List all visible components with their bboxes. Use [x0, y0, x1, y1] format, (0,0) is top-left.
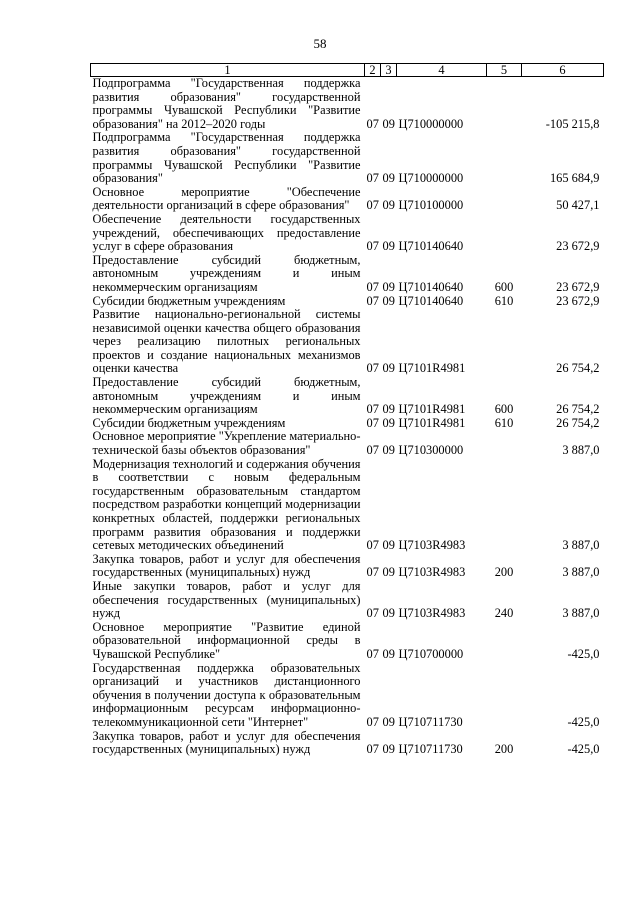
- row-name: Субсидии бюджетным учреждениям: [92, 293, 286, 308]
- budget-table: [90, 63, 604, 757]
- row-amount: -425,0: [567, 742, 600, 757]
- table-row: [91, 458, 604, 553]
- table-row: [91, 213, 604, 254]
- row-name: Развитие национально-региональной системы независимой оценки качества общего образования через реализацию пилотных региональных проектов и создание национальных механизмов оценки качества: [92, 307, 361, 376]
- row-name: Закупка товаров, работ и услуг для обеспечения государственных (муниципальных) нужд: [92, 551, 361, 580]
- header-col-4: 4: [397, 64, 487, 77]
- table-row: [91, 308, 604, 376]
- row-subsection: 09: [382, 116, 395, 131]
- row-amount: 23 672,9: [556, 279, 600, 294]
- row-section: 07: [366, 198, 379, 213]
- row-section: 07: [366, 239, 379, 254]
- table-row: [91, 621, 604, 662]
- row-subsection: 09: [382, 565, 395, 580]
- row-subsection: 09: [382, 402, 395, 417]
- page-number: 58: [313, 36, 327, 51]
- table-row: [91, 662, 604, 730]
- row-name: Основное мероприятие "Развитие единой образовательной информационной среды в Чувашской Республике": [92, 619, 361, 661]
- row-section: 07: [366, 361, 379, 376]
- row-subsection: 09: [382, 361, 395, 376]
- row-section: 07: [366, 538, 379, 553]
- row-target-code: Ц7103R4983: [398, 606, 466, 621]
- header-col-2: 2: [365, 64, 381, 77]
- row-target-code: Ц710000000: [398, 116, 464, 131]
- row-subsection: 09: [382, 415, 395, 430]
- row-section: 07: [366, 443, 379, 458]
- row-target-code: Ц7103R4983: [398, 565, 466, 580]
- row-expense-type: 240: [494, 606, 514, 621]
- row-expense-type: 200: [494, 565, 514, 580]
- row-name: Предоставление субсидий бюджетным, автономным учреждениям и иным некоммерческим организациям: [92, 252, 361, 294]
- row-expense-type: 610: [494, 293, 514, 308]
- table-row: [91, 730, 604, 757]
- row-amount: -425,0: [567, 714, 600, 729]
- row-expense-type: 610: [494, 415, 514, 430]
- row-name: Иные закупки товаров, работ и услуг для обеспечения государственных (муниципальных) нужд: [92, 578, 361, 621]
- row-subsection: 09: [382, 239, 395, 254]
- table-row: [91, 580, 604, 621]
- row-expense-type: 600: [494, 279, 514, 294]
- row-expense-type: 600: [494, 402, 514, 417]
- row-expense-type: [487, 308, 522, 376]
- row-section: 07: [366, 116, 379, 131]
- row-section: 07: [366, 565, 379, 580]
- row-name: Основное мероприятие "Укрепление материально-технической базы объектов образования": [92, 429, 361, 458]
- row-target-code: Ц7101R4981: [398, 402, 466, 417]
- header-col-5: 5: [487, 64, 522, 77]
- row-amount: 3 887,0: [562, 443, 600, 458]
- row-target-code: Ц710300000: [398, 443, 464, 458]
- row-name: Подпрограмма "Государственная поддержка развития образования" государственной программы Чувашской Республики "Развитие образования": [92, 130, 361, 186]
- row-amount: 50 427,1: [556, 198, 600, 213]
- row-expense-type: 200: [494, 742, 514, 757]
- row-subsection: 09: [382, 714, 395, 729]
- row-subsection: 09: [382, 293, 395, 308]
- row-section: 07: [366, 742, 379, 757]
- row-subsection: 09: [382, 198, 395, 213]
- row-expense-type: [487, 458, 522, 553]
- row-name: Обеспечение деятельности государственных учреждений, обеспечивающих предоставление услуг в сфере образования: [92, 211, 361, 254]
- row-target-code: Ц710140640: [398, 293, 464, 308]
- table-row: [91, 295, 604, 309]
- row-amount: 3 887,0: [562, 565, 600, 580]
- header-col-1: 1: [91, 64, 365, 77]
- row-section: 07: [366, 415, 379, 430]
- row-amount: 23 672,9: [556, 239, 600, 254]
- row-target-code: Ц710100000: [398, 198, 464, 213]
- row-name: Предоставление субсидий бюджетным, автономным учреждениям и иным некоммерческим организациям: [92, 375, 361, 417]
- row-target-code: Ц710000000: [398, 171, 464, 186]
- table-row: [91, 376, 604, 417]
- row-name: Основное мероприятие "Обеспечение деятельности организаций в сфере образования": [92, 184, 361, 213]
- table-row: [91, 553, 604, 580]
- table-row: [91, 186, 604, 213]
- row-subsection: 09: [382, 742, 395, 757]
- row-expense-type: [487, 213, 522, 254]
- row-amount: 26 754,2: [556, 402, 600, 417]
- row-target-code: Ц7103R4983: [398, 538, 466, 553]
- row-subsection: 09: [382, 538, 395, 553]
- row-target-code: Ц7101R4981: [398, 361, 466, 376]
- row-target-code: Ц710700000: [398, 646, 464, 661]
- row-subsection: 09: [382, 279, 395, 294]
- table-header-row: [91, 64, 604, 77]
- row-expense-type: [487, 77, 522, 132]
- row-target-code: Ц710711730: [398, 742, 463, 757]
- row-name: Закупка товаров, работ и услуг для обеспечения государственных (муниципальных) нужд: [92, 728, 361, 757]
- table-row: [91, 77, 604, 132]
- row-amount: 3 887,0: [562, 538, 600, 553]
- row-amount: 26 754,2: [556, 415, 600, 430]
- row-amount: -105 215,8: [545, 116, 600, 131]
- table-row: [91, 131, 604, 185]
- row-section: 07: [366, 279, 379, 294]
- row-name: Подпрограмма "Государственная поддержка развития образования" государственной программы Чувашской Республики "Развитие образования" на 2012–2020 годы: [92, 76, 361, 131]
- row-amount: 26 754,2: [556, 361, 600, 376]
- table-row: [91, 254, 604, 295]
- row-expense-type: [487, 621, 522, 662]
- row-section: 07: [366, 714, 379, 729]
- header-col-3: 3: [381, 64, 397, 77]
- row-section: 07: [366, 171, 379, 186]
- row-section: 07: [366, 606, 379, 621]
- row-amount: 3 887,0: [562, 606, 600, 621]
- row-amount: -425,0: [567, 646, 600, 661]
- row-amount: 23 672,9: [556, 293, 600, 308]
- row-target-code: Ц710711730: [398, 714, 463, 729]
- row-target-code: Ц710140640: [398, 279, 464, 294]
- row-amount: 165 684,9: [549, 171, 600, 186]
- row-section: 07: [366, 646, 379, 661]
- row-section: 07: [366, 293, 379, 308]
- row-expense-type: [487, 186, 522, 213]
- row-subsection: 09: [382, 646, 395, 661]
- row-section: 07: [366, 402, 379, 417]
- row-name: Субсидии бюджетным учреждениям: [92, 415, 286, 430]
- row-target-code: Ц7101R4981: [398, 415, 466, 430]
- row-name: Государственная поддержка образовательных организаций и участников дистанционного обучения в получении доступа к образовательным информационным ресурсам информационно-телекоммуникационной сети "Интернет": [92, 660, 361, 729]
- row-target-code: Ц710140640: [398, 239, 464, 254]
- row-expense-type: [487, 131, 522, 185]
- table-row: [91, 430, 604, 457]
- row-expense-type: [487, 430, 522, 457]
- row-subsection: 09: [382, 171, 395, 186]
- header-col-6: 6: [522, 64, 604, 77]
- row-subsection: 09: [382, 606, 395, 621]
- row-subsection: 09: [382, 443, 395, 458]
- table-row: [91, 417, 604, 431]
- row-expense-type: [487, 662, 522, 730]
- row-name: Модернизация технологий и содержания обучения в соответствии с новым федеральным государственным образовательным стандартом посредством разработки концепций модернизации конкретных областей, поддержки региональных программ развития образования и поддержки сетевых методических объединений: [92, 456, 361, 553]
